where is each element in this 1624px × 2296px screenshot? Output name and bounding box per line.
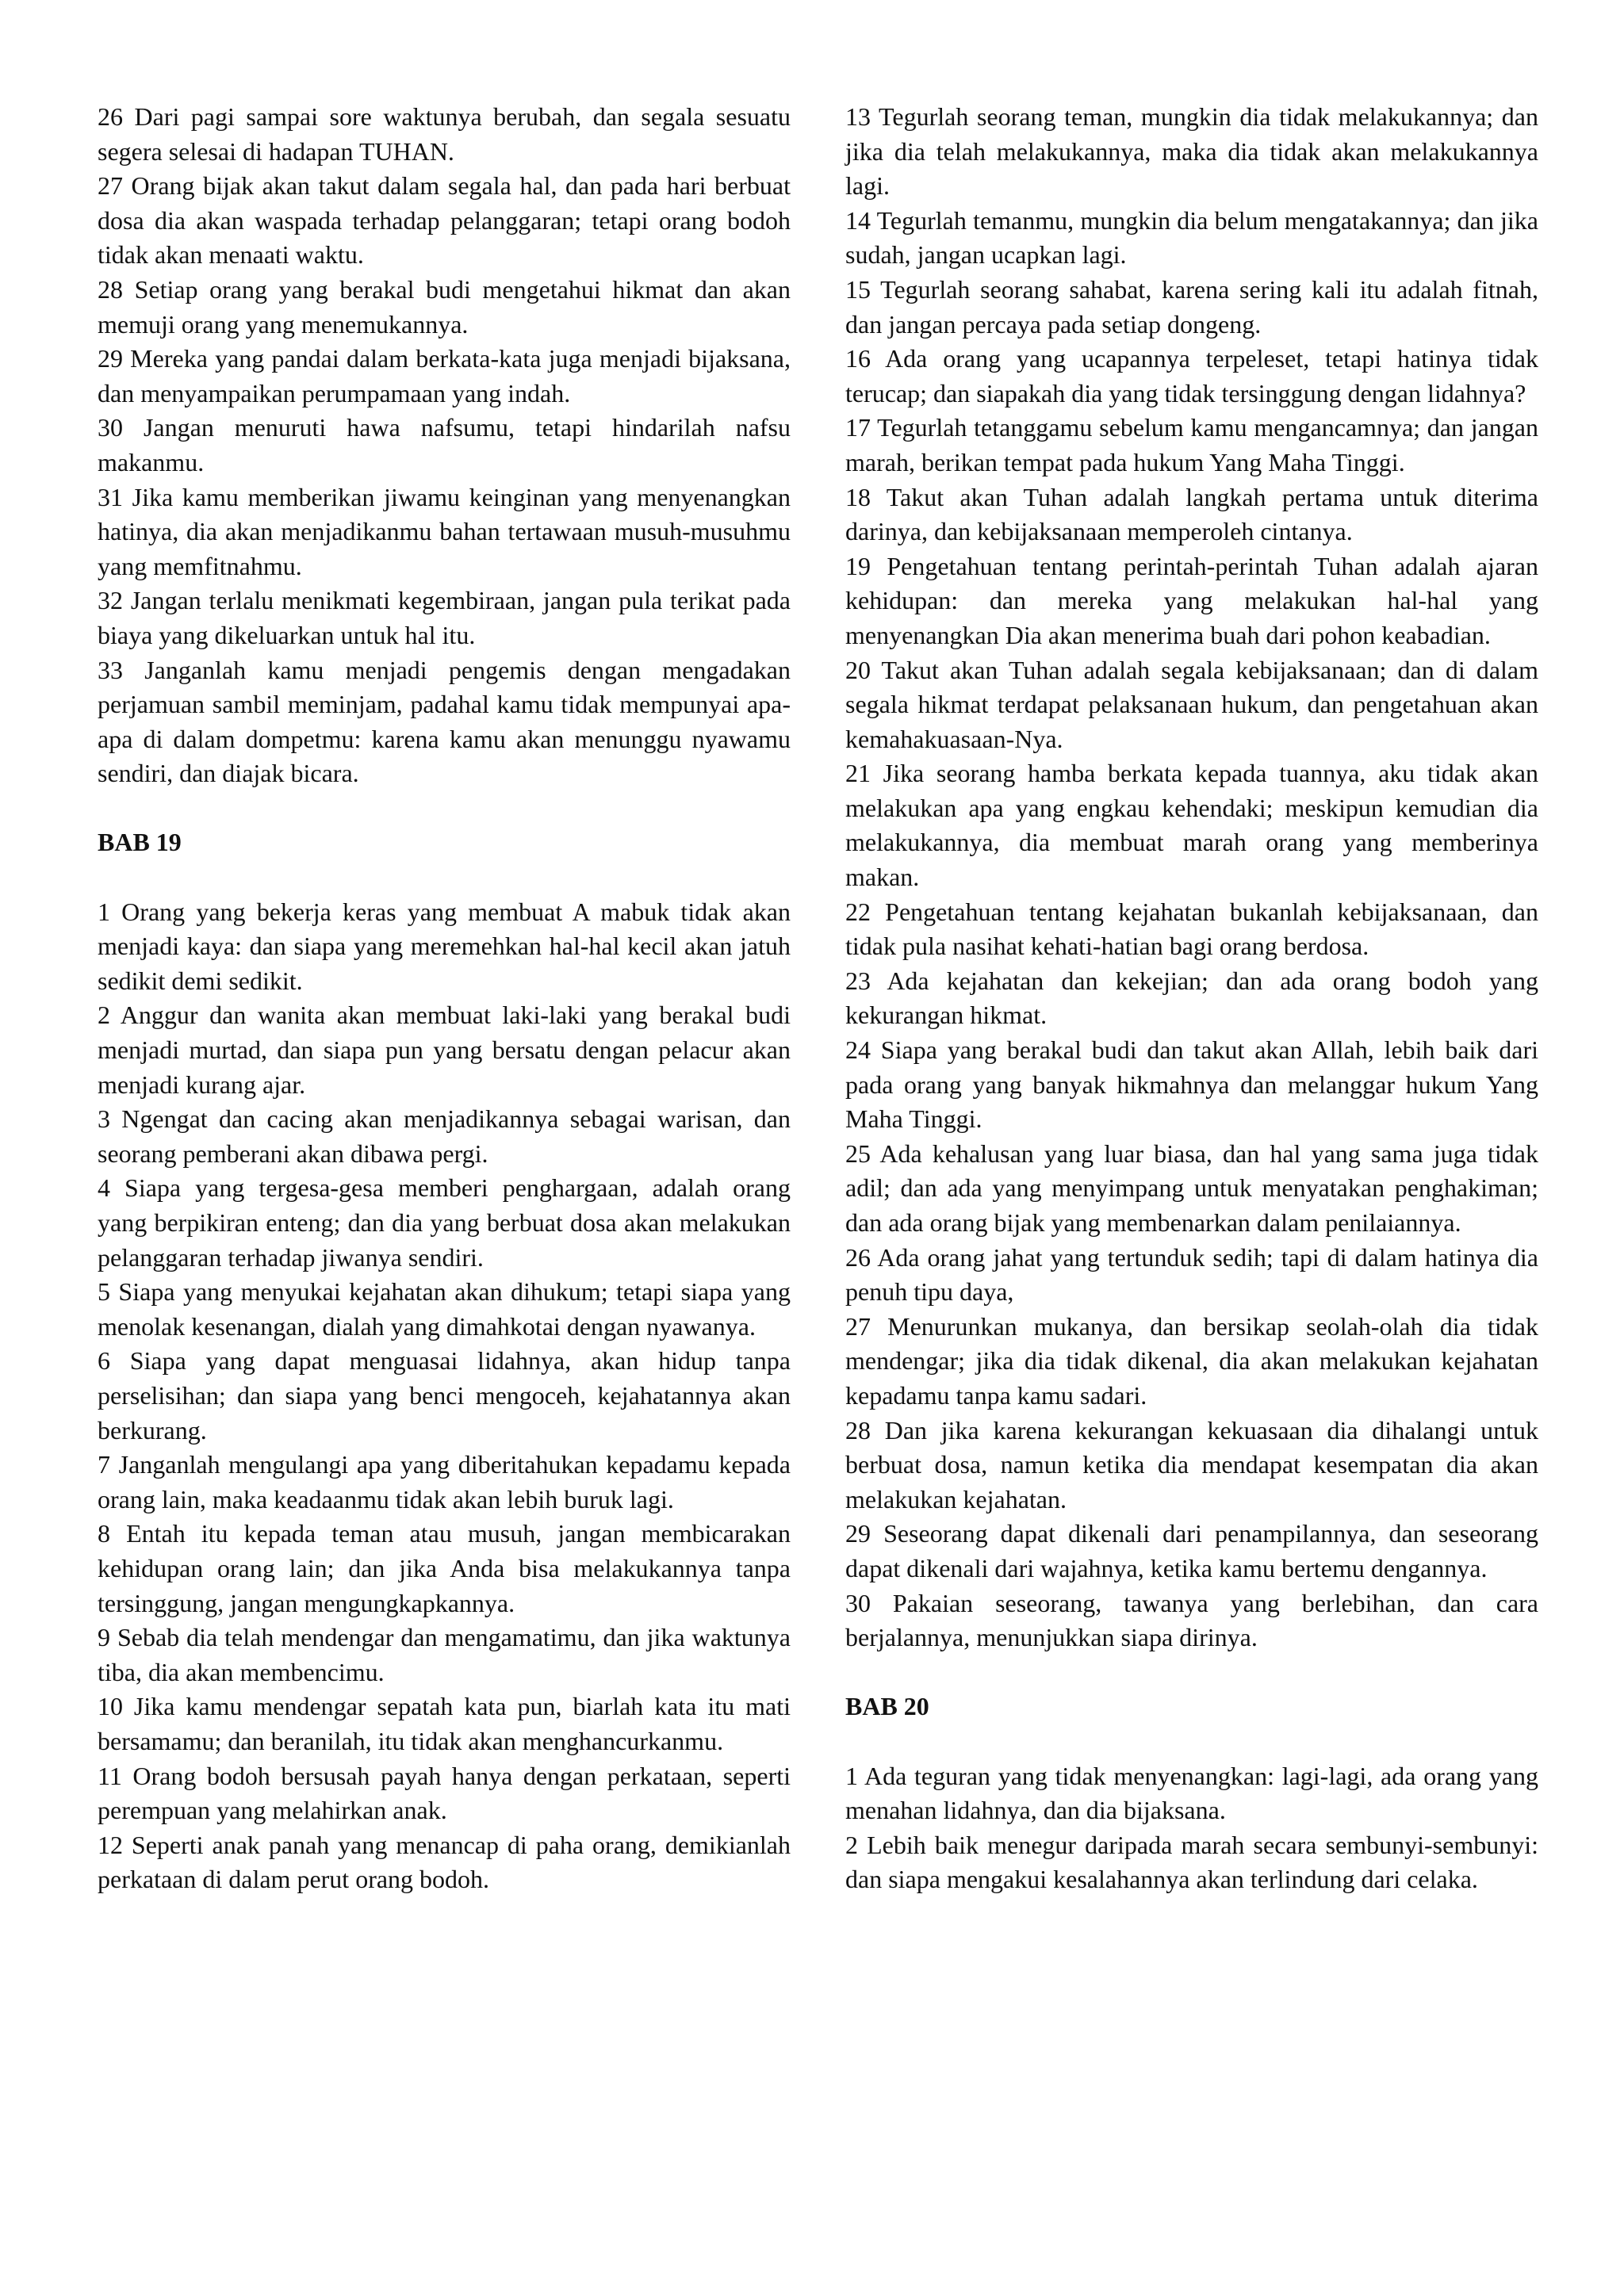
verse: 33 Janganlah kamu menjadi pengemis dengan mengadakan perjamuan sambil meminjam, padahal kamu tidak mempunyai apa-apa di dalam dompetmu: karena kamu akan menunggu nyawamu sendiri, dan diajak bicara. <box>98 655 791 788</box>
verse: 5 Siapa yang menyukai kejahatan akan dihukum; tetapi siapa yang menolak kesenangan, dialah yang dimahkotai dengan nyawanya. <box>98 1277 791 1341</box>
verse: 6 Siapa yang dapat menguasai lidahnya, akan hidup tanpa perselisihan; dan siapa yang benci mengoceh, kejahatannya akan berkurang. <box>98 1346 791 1445</box>
verse: 12 Seperti anak panah yang menancap di paha orang, demikianlah perkataan di dalam perut orang bodoh. <box>98 1830 791 1894</box>
verses-chapter-18-end <box>98 100 791 791</box>
verse: 28 Dan jika karena kekurangan kekuasaan dia dihalangi untuk berbuat dosa, namun ketika dia mendapat kesempatan dia akan melakukan kejahatan. <box>845 1415 1538 1513</box>
verse: 3 Ngengat dan cacing akan menjadikannya sebagai warisan, dan seorang pemberani akan dibawa pergi. <box>98 1104 791 1168</box>
verse: 19 Pengetahuan tentang perintah-perintah Tuhan adalah ajaran kehidupan: dan mereka yang melakukan hal-hal yang menyenangkan Dia akan menerima buah dari pohon keabadian. <box>845 551 1538 649</box>
left-column <box>98 100 791 1897</box>
verse: 4 Siapa yang tergesa-gesa memberi penghargaan, adalah orang yang berpikiran enteng; dan dia yang berbuat dosa akan melakukan pelanggaran terhadap jiwanya sendiri. <box>98 1173 791 1272</box>
verse: 11 Orang bodoh bersusah payah hanya dengan perkataan, seperti perempuan yang melahirkan anak. <box>98 1761 791 1825</box>
verse: 2 Anggur dan wanita akan membuat laki-laki yang berakal budi menjadi murtad, dan siapa pun yang bersatu dengan pelacur akan menjadi kurang ajar. <box>98 1001 791 1099</box>
verses-chapter-19 <box>98 895 791 1897</box>
verse: 1 Orang yang bekerja keras yang membuat A mabuk tidak akan menjadi kaya: dan siapa yang meremehkan hal-hal kecil akan jatuh sedikit demi sedikit. <box>98 897 791 995</box>
verse: 26 Ada orang jahat yang tertunduk sedih; tapi di dalam hatinya dia penuh tipu daya, <box>845 1242 1538 1307</box>
verse: 27 Orang bijak akan takut dalam segala hal, dan pada hari berbuat dosa dia akan waspada terhadap pelanggaran; tetapi orang bodoh tidak akan menaati waktu. <box>98 171 791 270</box>
verse: 31 Jika kamu memberikan jiwamu keinginan yang menyenangkan hatinya, dia akan menjadikanmu bahan tertawaan musuh-musuhmu yang memfitnahmu. <box>98 482 791 580</box>
verse: 10 Jika kamu mendengar sepatah kata pun, biarlah kata itu mati bersamamu; dan beranilah, itu tidak akan menghancurkanmu. <box>98 1692 791 1755</box>
verse: 16 Ada orang yang ucapannya terpeleset, tetapi hatinya tidak terucap; dan siapakah dia yang tidak tersinggung dengan lidahnya? <box>845 344 1538 408</box>
verse: 24 Siapa yang berakal budi dan takut akan Allah, lebih baik dari pada orang yang banyak hikmahnya dan melanggar hukum Yang Maha Tinggi. <box>845 1035 1538 1134</box>
verse: 22 Pengetahuan tentang kejahatan bukanlah kebijaksanaan, dan tidak pula nasihat kehati-hatian bagi orang berdosa. <box>845 897 1538 961</box>
verse: 1 Ada teguran yang tidak menyenangkan: lagi-lagi, ada orang yang menahan lidahnya, dan dia bijaksana. <box>845 1761 1538 1825</box>
verse: 25 Ada kehalusan yang luar biasa, dan hal yang sama juga tidak adil; dan ada yang menyimpang untuk menyatakan penghakiman; dan ada orang bijak yang membenarkan dalam penilaiannya. <box>845 1138 1538 1237</box>
verse: 18 Takut akan Tuhan adalah langkah pertama untuk diterima darinya, dan kebijaksanaan memperoleh cintanya. <box>845 482 1538 546</box>
verse: 27 Menurunkan mukanya, dan bersikap seolah-olah dia tidak mendengar; jika dia tidak dikenal, dia akan melakukan kejahatan kepadamu tanpa kamu sadari. <box>845 1311 1538 1410</box>
verse: 23 Ada kejahatan dan kekejian; dan ada orang bodoh yang kekurangan hikmat. <box>845 966 1538 1030</box>
verse: 28 Setiap orang yang berakal budi mengetahui hikmat dan akan memuji orang yang menemukannya. <box>98 274 791 339</box>
verse: 8 Entah itu kepada teman atau musuh, jangan membicarakan kehidupan orang lain; dan jika Anda bisa melakukannya tanpa tersinggung, jangan mengungkapkannya. <box>98 1519 791 1617</box>
verse: 26 Dari pagi sampai sore waktunya berubah, dan segala sesuatu segera selesai di hadapan TUHAN. <box>98 102 791 166</box>
verse: 29 Seseorang dapat dikenali dari penampilannya, dan seseorang dapat dikenali dari wajahnya, ketika kamu bertemu dengannya. <box>845 1519 1538 1582</box>
verse: 7 Janganlah mengulangi apa yang diberitahukan kepadamu kepada orang lain, maka keadaanmu tidak akan lebih buruk lagi. <box>98 1450 791 1513</box>
verse: 20 Takut akan Tuhan adalah segala kebijaksanaan; dan di dalam segala hikmat terdapat pelaksanaan hukum, dan pengetahuan akan kemahakuasaan-Nya. <box>845 655 1538 753</box>
verse: 15 Tegurlah seorang sahabat, karena sering kali itu adalah fitnah, dan jangan percaya pada setiap dongeng. <box>845 274 1538 339</box>
verse: 32 Jangan terlalu menikmati kegembiraan, jangan pula terikat pada biaya yang dikeluarkan untuk hal itu. <box>98 586 791 649</box>
verse: 30 Jangan menuruti hawa nafsumu, tetapi hindarilah nafsu makanmu. <box>98 413 791 476</box>
verse: 14 Tegurlah temanmu, mungkin dia belum mengatakannya; dan jika sudah, jangan ucapkan lagi. <box>845 205 1538 270</box>
chapter-heading: BAB 20 <box>845 1692 929 1721</box>
verse: 13 Tegurlah seorang teman, mungkin dia tidak melakukannya; dan jika dia telah melakukannya, maka dia tidak akan melakukannya lagi. <box>845 102 1538 201</box>
verse: 9 Sebab dia telah mendengar dan mengamatimu, dan jika waktunya tiba, dia akan membencimu. <box>98 1623 791 1686</box>
verse: 21 Jika seorang hamba berkata kepada tuannya, aku tidak akan melakukan apa yang engkau kehendaki; meskipun kemudian dia melakukannya, dia membuat marah orang yang memberinya makan. <box>845 759 1538 892</box>
verse: 29 Mereka yang pandai dalam berkata-kata juga menjadi bijaksana, dan menyampaikan perumpamaan yang indah. <box>98 344 791 408</box>
verses-chapter-19-end <box>845 100 1538 1655</box>
verses-chapter-20 <box>845 1759 1538 1897</box>
right-column <box>845 100 1538 1897</box>
verse: 30 Pakaian seseorang, tawanya yang berlebihan, dan cara berjalannya, menunjukkan siapa dirinya. <box>845 1588 1538 1652</box>
verse: 17 Tegurlah tetanggamu sebelum kamu mengancamnya; dan jangan marah, berikan tempat pada hukum Yang Maha Tinggi. <box>845 413 1538 476</box>
chapter-heading: BAB 19 <box>98 828 182 857</box>
verse: 2 Lebih baik menegur daripada marah secara sembunyi-sembunyi: dan siapa mengakui kesalahannya akan terlindung dari celaka. <box>845 1830 1538 1894</box>
